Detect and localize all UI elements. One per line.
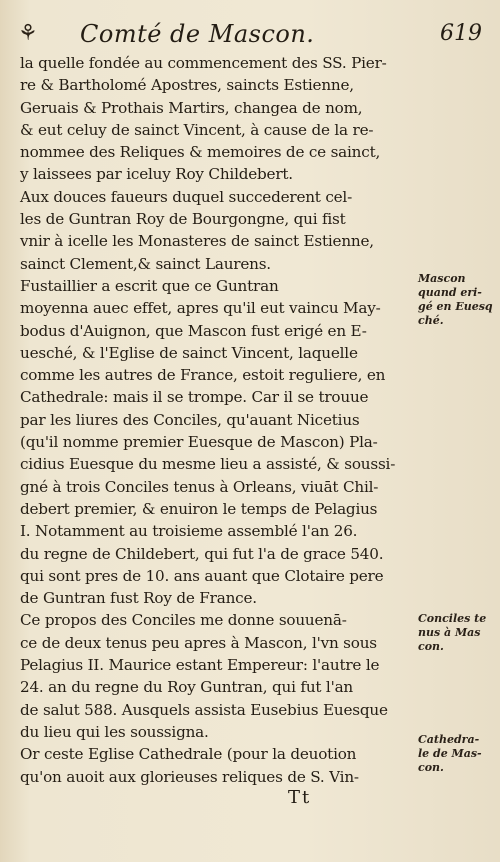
- text-line: y laissees par iceluy Roy Childebert.: [20, 165, 293, 184]
- text-line: nommee des Reliques & memoires de ce sainct,: [20, 143, 381, 162]
- margin-note-line: Cathedra-: [418, 733, 480, 746]
- margin-note-mascon-erige: [418, 272, 498, 328]
- text-line: debert premier, & enuiron le temps de Pelagius: [20, 499, 378, 518]
- text-line: par les liures des Conciles, qu'auant Nicetius: [20, 410, 360, 429]
- text-line: les de Guntran Roy de Bourgongne, qui fist: [20, 210, 346, 229]
- text-line: I. Notamment au troisieme assemblé l'an 26.: [20, 522, 358, 541]
- text-line: re & Bartholomé Apostres, saincts Estienne,: [20, 76, 354, 95]
- text-line: sainct Clement,& sainct Laurens.: [20, 254, 271, 273]
- margin-note-line: quand eri-: [418, 286, 482, 299]
- text-line: uesché, & l'Eglise de sainct Vincent, laquelle: [20, 343, 358, 362]
- text-line: Fustaillier a escrit que ce Guntran: [20, 276, 279, 295]
- text-line: Cathedrale: mais il se trompe. Car il se trouue: [20, 388, 369, 407]
- margin-note-line: gé en Euesq: [418, 300, 493, 313]
- page-header: [18, 20, 482, 50]
- text-line: Or ceste Eglise Cathedrale (pour la deuotion: [20, 745, 357, 764]
- text-line: (qu'il nomme premier Euesque de Mascon) Pla-: [20, 433, 378, 452]
- margin-note-cathedrale: [418, 733, 498, 775]
- text-line: qui sont pres de 10. ans auant que Clotaire pere: [20, 566, 384, 585]
- text-line: 24. an du regne du Roy Guntran, qui fut l'an: [20, 678, 354, 697]
- text-line: ce de deux tenus peu apres à Mascon, l'vn sous: [20, 633, 377, 652]
- text-line: du regne de Childebert, qui fut l'a de grace 540.: [20, 544, 384, 563]
- margin-note-line: nus à Mas: [418, 626, 481, 639]
- margin-note-line: con.: [418, 761, 444, 774]
- text-line: gné à trois Conciles tenus à Orleans, viuāt Chil-: [20, 477, 379, 496]
- text-line: bodus d'Auignon, que Mascon fust erigé en E-: [20, 321, 367, 340]
- text-line: Pelagius II. Maurice estant Empereur: l'autre le: [20, 656, 380, 675]
- margin-note-line: Conciles te: [418, 612, 487, 625]
- text-line: Aux douces faueurs duquel succederent cel-: [20, 187, 353, 206]
- text-line: de salut 588. Ausquels assista Eusebius Euesque: [20, 700, 388, 719]
- text-line: vnir à icelle les Monasteres de sainct Estienne,: [20, 232, 374, 251]
- text-line: de Guntran fust Roy de France.: [20, 589, 257, 608]
- text-line: Ce propos des Conciles me donne souuenā-: [20, 611, 347, 630]
- text-line: Geruais & Prothais Martirs, changea de nom,: [20, 98, 363, 117]
- margin-note-line: Mascon: [418, 272, 466, 285]
- text-line: moyenna auec effet, apres qu'il eut vaincu May-: [20, 299, 381, 318]
- page-number: 619: [440, 21, 482, 46]
- main-text-block: [20, 52, 412, 788]
- fleuron-ornament-icon: ⚘: [18, 21, 38, 46]
- running-title: Comté de Mascon.: [80, 20, 315, 48]
- text-line: & eut celuy de sainct Vincent, à cause de la re-: [20, 120, 374, 139]
- margin-note-line: con.: [418, 640, 444, 653]
- text-line: cidius Euesque du mesme lieu a assisté, & soussi-: [20, 455, 396, 474]
- text-line: comme les autres de France, estoit reguliere, en: [20, 366, 386, 385]
- margin-note-line: ché.: [418, 314, 444, 327]
- text-line: du lieu qui les soussigna.: [20, 722, 209, 741]
- margin-note-conciles: [418, 612, 498, 654]
- margin-note-line: le de Mas-: [418, 747, 482, 760]
- text-line: la quelle fondée au commencement des SS. Pier-: [20, 54, 387, 72]
- text-line: qu'on auoit aux glorieuses reliques de S. Vin-: [20, 767, 359, 786]
- signature-mark: Tt: [288, 787, 312, 808]
